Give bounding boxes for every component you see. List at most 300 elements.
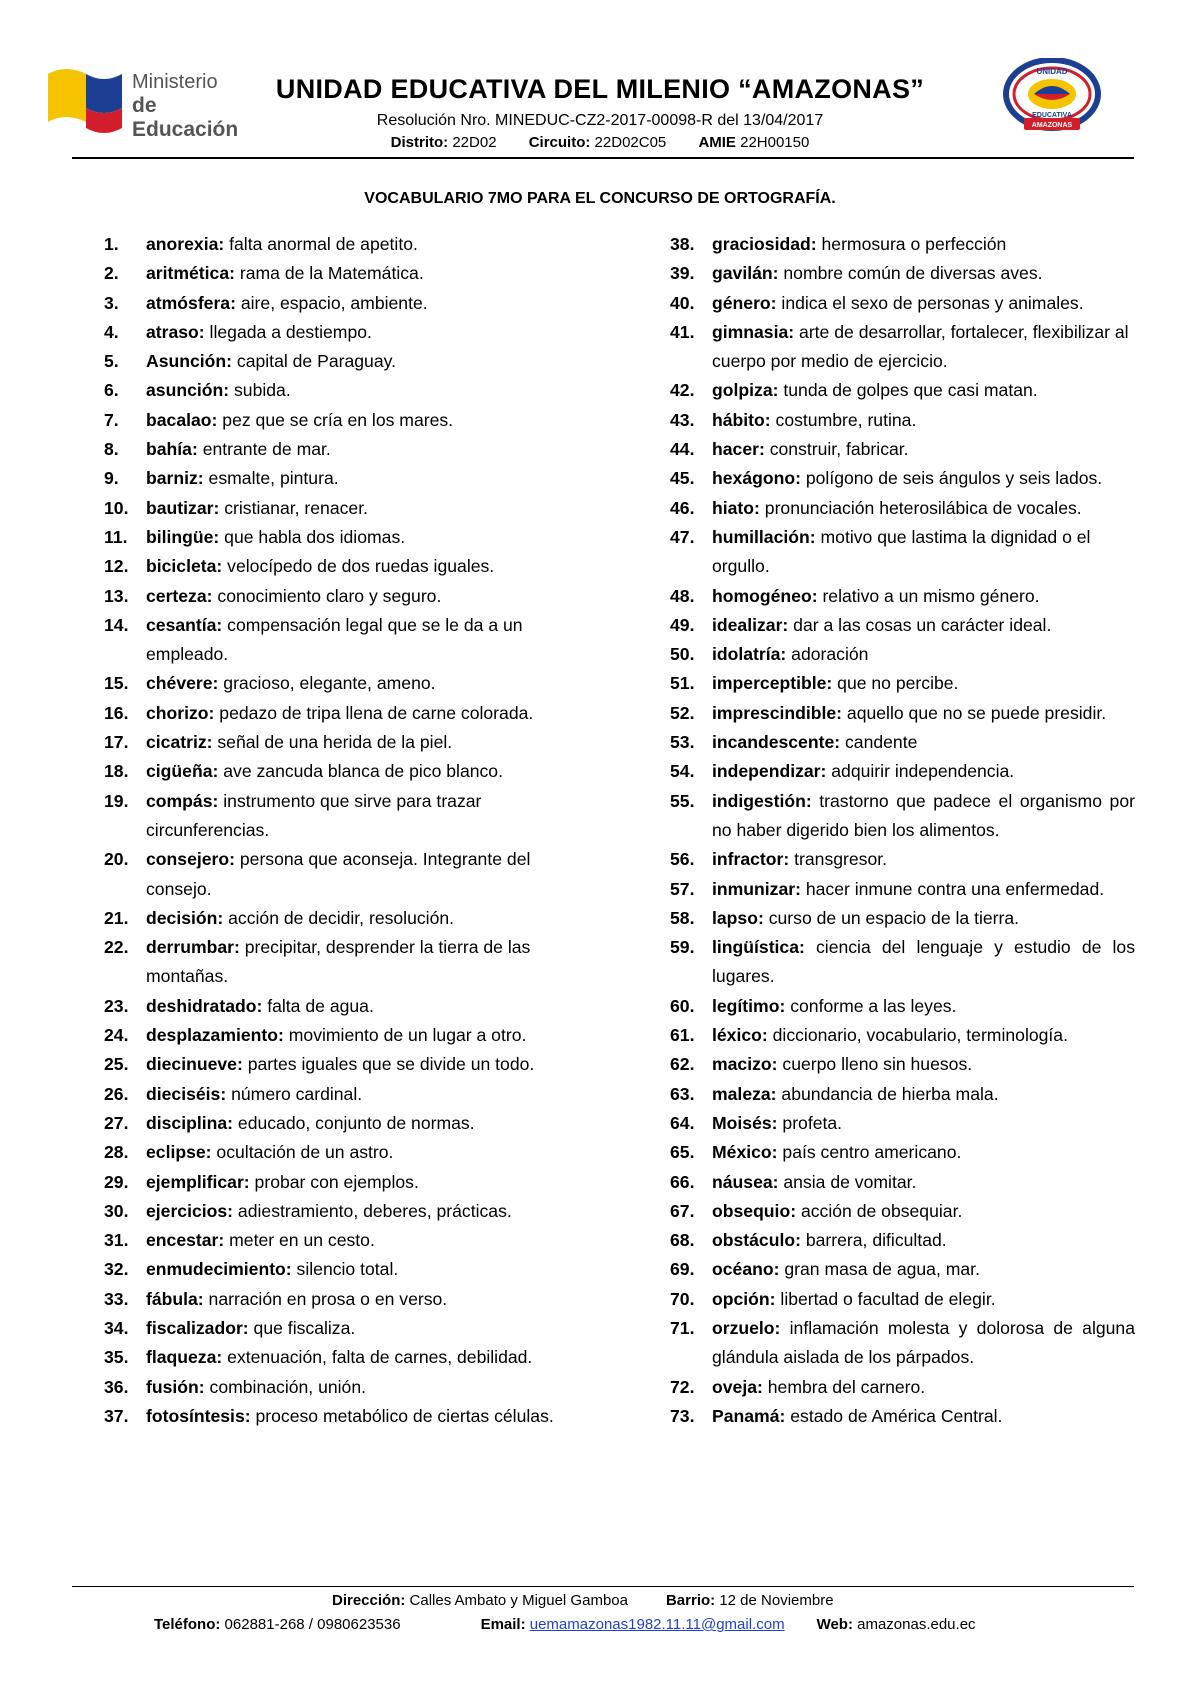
item-definition: profeta. [777,1112,843,1133]
item-number: 44. [670,439,695,460]
item-number: 43. [670,409,695,430]
item-definition: extenuación, falta de carnes, debilidad. [222,1347,533,1368]
item-definition: conocimiento claro y seguro. [212,585,442,606]
web-value: amazonas.edu.ec [852,1616,976,1633]
vocabulary-item [670,1168,1135,1197]
item-number: 69. [670,1259,695,1280]
item-definition: cristianar, renacer. [219,497,368,518]
vocabulary-item [104,318,574,347]
vocabulary-item [104,1080,574,1109]
item-term: fotosíntesis: [146,1405,251,1426]
item-number: 14. [104,614,129,635]
item-definition: libertad o facultad de elegir. [775,1288,996,1309]
item-term: legítimo: [712,995,786,1016]
vocabulary-item [670,1255,1135,1284]
item-number: 73. [670,1405,695,1426]
item-number: 39. [670,263,695,284]
vocabulary-item [104,1021,574,1050]
vocabulary-item [670,1402,1135,1431]
item-definition: velocípedo de dos ruedas iguales. [222,556,495,577]
item-definition: proceso metabólico de ciertas células. [250,1405,554,1426]
vocabulary-item [670,904,1135,933]
item-term: Panamá: [712,1405,786,1426]
item-number: 20. [104,849,129,870]
item-number: 27. [104,1112,129,1133]
vocabulary-item [670,845,1135,874]
item-number: 15. [104,673,129,694]
item-term: idealizar: [712,614,789,635]
vocabulary-item [670,992,1135,1021]
item-number: 33. [104,1288,129,1309]
item-term: disciplina: [146,1112,234,1133]
item-number: 9. [104,468,119,489]
item-definition: ansia de vomitar. [778,1171,917,1192]
item-number: 72. [670,1376,695,1397]
vocabulary-item [670,259,1135,288]
vocabulary-item [670,787,1135,846]
item-definition: adquirir independencia. [826,761,1015,782]
item-definition: estado de América Central. [785,1405,1003,1426]
item-number: 49. [670,614,695,635]
item-definition: tunda de golpes que casi matan. [778,380,1038,401]
item-definition: motivo que lastima la dignidad o el orgullo. [712,526,1091,577]
item-number: 66. [670,1171,695,1192]
item-term: gavilán: [712,263,779,284]
school-seal-icon [1000,58,1104,134]
item-term: atmósfera: [146,292,236,313]
item-definition: adiestramiento, deberes, prácticas. [233,1200,512,1221]
vocabulary-item [670,1314,1135,1373]
vocabulary-item [104,1138,574,1167]
item-term: dieciséis: [146,1083,227,1104]
item-number: 28. [104,1142,129,1163]
item-definition: costumbre, rutina. [770,409,917,430]
item-term: ejemplificar: [146,1171,250,1192]
vocabulary-item [104,1285,574,1314]
item-term: obsequio: [712,1200,797,1221]
item-number: 34. [104,1317,129,1338]
vocabulary-column-left [104,230,574,1431]
vocabulary-item [104,1402,574,1431]
item-term: Moisés: [712,1112,778,1133]
item-definition: acción de obsequiar. [796,1200,963,1221]
vocabulary-item [670,640,1135,669]
item-definition: indica el sexo de personas y animales. [776,292,1084,313]
item-number: 40. [670,292,695,313]
item-term: hábito: [712,409,771,430]
item-term: chorizo: [146,702,215,723]
item-definition: nombre común de diversas aves. [778,263,1043,284]
item-term: maleza: [712,1083,777,1104]
item-definition: precipitar, desprender la tierra de las montañas. [146,937,531,987]
item-number: 19. [104,790,129,811]
item-definition: combinación, unión. [204,1376,367,1397]
item-definition: relativo a un mismo género. [817,585,1040,606]
item-definition: pedazo de tripa llena de carne colorada. [214,702,534,723]
item-term: Asunción: [146,351,233,372]
item-definition: aire, espacio, ambiente. [235,292,428,313]
item-number: 31. [104,1230,129,1251]
item-definition: partes iguales que se divide un todo. [242,1054,535,1075]
item-term: hexágono: [712,468,801,489]
item-number: 10. [104,497,129,518]
item-definition: polígono de seis ángulos y seis lados. [800,468,1103,489]
item-number: 13. [104,585,129,606]
item-number: 64. [670,1112,695,1133]
vocabulary-item [670,875,1135,904]
item-definition: abundancia de hierba mala. [776,1083,999,1104]
item-number: 58. [670,907,695,928]
item-definition: falta de agua. [262,995,374,1016]
item-term: bautizar: [146,497,220,518]
vocabulary-item [670,1050,1135,1079]
item-definition: construir, fabricar. [764,439,909,460]
item-number: 42. [670,380,695,401]
item-term: obstáculo: [712,1230,801,1251]
vocabulary-item [104,992,574,1021]
item-number: 67. [670,1200,695,1221]
item-number: 5. [104,351,119,372]
item-term: fábula: [146,1288,204,1309]
item-term: compás: [146,790,219,811]
item-number: 51. [670,673,695,694]
item-term: lingüística: [712,937,805,958]
item-number: 36. [104,1376,129,1397]
vocabulary-item [104,1314,574,1343]
item-definition: persona que aconseja. Integrante del consejo. [146,849,531,899]
distrito-value: 22D02 [452,134,497,151]
telefono-value: 062881-268 / 0980623536 [220,1616,401,1633]
item-definition: pronunciación heterosilábica de vocales. [759,497,1082,518]
vocabulary-item [104,1343,574,1372]
vocabulary-item [104,1373,574,1402]
item-term: hacer: [712,439,765,460]
item-term: imprescindible: [712,702,843,723]
item-number: 25. [104,1054,129,1075]
barrio-label: Barrio: [665,1592,716,1609]
item-term: graciosidad: [712,234,817,254]
vocabulary-item [670,406,1135,435]
item-term: bicicleta: [146,556,223,577]
vocabulary-item [670,230,1135,259]
item-number: 59. [670,937,695,958]
item-term: humillación: [712,526,816,547]
item-term: anorexia: [146,234,225,254]
item-definition: hacer inmune contra una enfermedad. [800,878,1105,899]
item-term: atraso: [146,321,205,342]
item-term: chévere: [146,673,219,694]
item-definition: hembra del carnero. [762,1376,926,1397]
vocabulary-item [104,376,574,405]
item-definition: inflamación molesta y dolorosa de alguna glándula aislada de los párpados. [712,1317,1135,1368]
item-term: gimnasia: [712,321,795,342]
vocabulary-item [670,699,1135,728]
item-definition: instrumento que sirve para trazar circunferencias. [146,790,482,840]
item-term: léxico: [712,1025,768,1046]
seal-banner-text: AMAZONAS [1031,122,1073,129]
document-title: VOCABULARIO 7MO PARA EL CONCURSO DE ORTOGRAFÍA. [364,190,836,207]
vocabulary-item [670,1021,1135,1050]
item-number: 50. [670,644,695,665]
item-term: cesantía: [146,614,223,635]
vocabulary-item [104,699,574,728]
item-number: 16. [104,702,129,723]
item-number: 60. [670,995,695,1016]
web-label: Web: [816,1616,853,1633]
vocabulary-item [670,757,1135,786]
item-definition: trastorno que padece el organismo por no haber digerido bien los alimentos. [712,790,1135,840]
item-term: océano: [712,1259,780,1280]
distrito-label: Distrito: [390,134,449,151]
item-term: bilingüe: [146,526,220,547]
item-definition: adoración [786,644,869,665]
item-term: homogéneo: [712,585,818,606]
vocabulary-item [104,464,574,493]
item-definition: conforme a las leyes. [785,995,957,1016]
item-term: deshidratado: [146,995,263,1016]
item-term: náusea: [712,1171,779,1192]
item-term: fiscalizador: [146,1317,249,1338]
item-number: 46. [670,497,695,518]
item-number: 17. [104,732,129,753]
vocabulary-item [104,1226,574,1255]
vocabulary-item [104,669,574,698]
vocabulary-item [104,757,574,786]
item-term: bacalao: [146,409,218,430]
vocabulary-item [670,1197,1135,1226]
footer-contact-line [154,1616,976,1633]
item-definition: candente [840,732,918,753]
header-divider [72,157,1134,159]
item-term: encestar: [146,1230,225,1251]
item-term: cicatriz: [146,732,213,753]
item-definition: transgresor. [789,849,888,870]
item-definition: número cardinal. [226,1083,363,1104]
item-definition: movimiento de un lugar a otro. [283,1025,527,1046]
item-definition: curso de un espacio de la tierra. [763,907,1020,928]
item-definition: llegada a destiempo. [204,321,372,342]
email-link[interactable]: uemamazonas1982.11.11@gmail.com [529,1616,785,1633]
item-definition: que fiscaliza. [248,1317,356,1338]
item-number: 65. [670,1142,695,1163]
vocabulary-item [104,582,574,611]
item-number: 38. [670,234,695,254]
item-number: 70. [670,1288,695,1309]
email-label: Email: [480,1616,526,1633]
item-definition: cuerpo lleno sin huesos. [777,1054,973,1075]
item-term: México: [712,1142,778,1163]
item-definition: silencio total. [291,1259,399,1280]
item-number: 47. [670,526,695,547]
item-definition: señal de una herida de la piel. [212,732,453,753]
item-number: 56. [670,849,695,870]
item-term: indigestión: [712,790,812,811]
direccion-label: Dirección: [332,1592,406,1609]
item-number: 2. [104,263,119,284]
item-term: género: [712,292,777,313]
item-number: 21. [104,907,129,928]
vocabulary-item [670,1226,1135,1255]
item-definition: pez que se cría en los mares. [217,409,454,430]
item-number: 62. [670,1054,695,1075]
item-term: infractor: [712,849,790,870]
vocabulary-item [670,1373,1135,1402]
direccion-value: Calles Ambato y Miguel Gamboa [405,1592,628,1609]
amie-value: 22H00150 [740,134,810,151]
vocabulary-item [104,347,574,376]
item-term: opción: [712,1288,776,1309]
circuito-value: 22D02C05 [594,134,667,151]
item-number: 53. [670,732,695,753]
vocabulary-item [670,611,1135,640]
vocabulary-item [104,845,574,904]
item-definition: acción de decidir, resolución. [223,907,455,928]
item-term: lapso: [712,907,764,928]
item-term: flaqueza: [146,1347,223,1368]
item-number: 7. [104,409,119,430]
item-term: aritmética: [146,263,235,284]
barrio-value: 12 de Noviembre [715,1592,834,1609]
item-number: 45. [670,468,695,489]
vocabulary-item [670,376,1135,405]
item-definition: hermosura o perfección [816,234,1007,254]
item-number: 48. [670,585,695,606]
item-term: hiato: [712,497,760,518]
item-number: 24. [104,1025,129,1046]
vocabulary-item [104,933,574,992]
item-term: asunción: [146,380,230,401]
vocabulary-item [670,728,1135,757]
item-number: 55. [670,790,695,811]
seal-top-text: UNIDAD [1036,67,1068,76]
item-number: 26. [104,1083,129,1104]
item-number: 57. [670,878,695,899]
item-term: decisión: [146,907,224,928]
item-number: 29. [104,1171,129,1192]
item-definition: educado, conjunto de normas. [233,1112,475,1133]
vocabulary-item [670,582,1135,611]
seal-bottom-text: EDUCATIVA [1032,112,1072,119]
item-term: idolatría: [712,644,787,665]
item-term: incandescente: [712,732,841,753]
vocabulary-item [104,259,574,288]
item-number: 3. [104,292,119,313]
vocabulary-item [104,435,574,464]
document-header [0,0,1200,160]
item-definition: ocultación de un astro. [211,1142,394,1163]
item-term: derrumbar: [146,937,240,958]
ministry-line2: de Educación [132,94,239,141]
item-definition: meter en un cesto. [224,1230,375,1251]
item-number: 54. [670,761,695,782]
telefono-label: Teléfono: [154,1616,221,1633]
vocabulary-item [670,1109,1135,1138]
item-definition: diccionario, vocabulario, terminología. [767,1025,1068,1046]
vocabulary-item [104,406,574,435]
vocabulary-item [104,1255,574,1284]
vocabulary-item [670,523,1135,582]
item-definition: subida. [229,380,291,401]
school-seal [1000,58,1104,134]
item-number: 68. [670,1230,695,1251]
item-number: 37. [104,1405,129,1426]
item-term: barniz: [146,468,204,489]
district-line [0,134,1200,151]
item-definition: gracioso, elegante, ameno. [218,673,436,694]
item-term: inmunizar: [712,878,801,899]
circuito-label: Circuito: [528,134,591,151]
item-definition: gran masa de agua, mar. [779,1259,980,1280]
item-definition: entrante de mar. [197,439,331,460]
vocabulary-item [670,318,1135,377]
vocabulary-item [670,494,1135,523]
item-definition: que habla dos idiomas. [219,526,406,547]
vocabulary-item [104,728,574,757]
item-term: fusión: [146,1376,205,1397]
ministry-line1: Ministerio [132,71,218,93]
footer-divider [72,1586,1134,1587]
footer-address-line [332,1592,834,1609]
vocabulary-item [670,933,1135,992]
amie-label: AMIE [698,134,736,151]
vocabulary-item [104,611,574,670]
vocabulary-item [670,435,1135,464]
item-number: 1. [104,234,119,254]
school-name: UNIDAD EDUCATIVA DEL MILENIO “AMAZONAS” [275,74,925,104]
vocabulary-item [670,669,1135,698]
item-definition: que no percibe. [832,673,959,694]
vocabulary-item [670,1080,1135,1109]
item-definition: rama de la Matemática. [234,263,424,284]
vocabulary-item [104,523,574,552]
item-number: 63. [670,1083,695,1104]
item-term: cigüeña: [146,761,219,782]
vocabulary-item [104,904,574,933]
vocabulary-item [104,1197,574,1226]
item-definition: probar con ejemplos. [249,1171,419,1192]
item-number: 32. [104,1259,129,1280]
vocabulary-item [104,230,574,259]
item-number: 30. [104,1200,129,1221]
item-term: golpiza: [712,380,779,401]
vocabulary-item [670,289,1135,318]
vocabulary-item [104,1109,574,1138]
item-term: enmudecimiento: [146,1259,292,1280]
item-definition: aquello que no se puede presidir. [842,702,1107,723]
item-number: 35. [104,1347,129,1368]
item-definition: compensación legal que se le da a un empleado. [146,614,523,665]
item-term: imperceptible: [712,673,833,694]
vocabulary-item [670,1285,1135,1314]
item-number: 71. [670,1317,695,1338]
vocabulary-item [670,464,1135,493]
item-definition: falta anormal de apetito. [224,234,418,254]
vocabulary-item [104,494,574,523]
vocabulary-column-right [670,230,1135,1431]
vocabulary-item [104,552,574,581]
item-definition: ciencia del lenguaje y estudio de los lugares. [712,937,1135,987]
item-term: consejero: [146,849,235,870]
item-number: 52. [670,702,695,723]
item-term: oveja: [712,1376,763,1397]
item-term: independizar: [712,761,827,782]
vocabulary-item [670,1138,1135,1167]
item-number: 11. [104,526,128,547]
item-term: diecinueve: [146,1054,243,1075]
item-number: 41. [670,321,695,342]
item-term: certeza: [146,585,213,606]
vocabulary-item [104,787,574,846]
